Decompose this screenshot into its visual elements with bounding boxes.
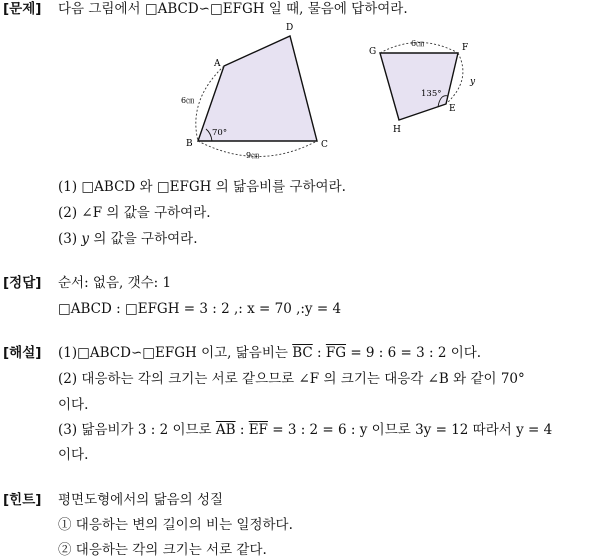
explanation-line-2: (2) 대응하는 각의 크기는 서로 같으므로 ∠F 의 크기는 대응각 ∠B 와 같이 70° [58, 371, 525, 387]
similar-quadrilaterals-figure [0, 0, 592, 170]
hint-line-1: 평면도형에서의 닮음의 성질 [58, 492, 224, 508]
label-f: F [462, 43, 469, 53]
explanation-tag: [해설] [3, 345, 42, 361]
question-2: (2) ∠F 의 값을 구하여라. [58, 205, 211, 221]
hint-line-2: ① 대응하는 변의 길이의 비는 일정하다. [58, 517, 293, 533]
answer-tag: [정답] [3, 275, 42, 291]
label-angle-b: 70° [212, 128, 228, 138]
label-bc-length: 9㎝ [246, 151, 260, 160]
question-3: (3) y 의 값을 구하여라. [58, 231, 198, 247]
explanation-line-5: 이다. [58, 447, 89, 463]
hint-tag: [힌트] [3, 492, 42, 508]
label-d: D [286, 23, 294, 33]
label-b: B [186, 139, 193, 149]
label-angle-e: 135° [421, 89, 442, 99]
label-h: H [393, 125, 401, 135]
label-c: C [321, 140, 328, 150]
label-a: A [214, 59, 221, 69]
explanation-line-4: (3) 닮음비가 3 : 2 이므로 $\overline{AB}$ : $\overline{EF} = 3$ : 2 = 6 : y 이므로 3y = 12 따라서 y = 4 [58, 422, 553, 438]
problem-tag: [문제] [3, 1, 42, 17]
label-ab-length: 6㎝ [181, 96, 195, 105]
label-e: E [449, 104, 456, 114]
quadrilateral-abcd [198, 36, 317, 141]
explanation-line-1: (1)□ABCD∽□EFGH 이고, 닮음비는 $\overline{BC}$ : $\overline{FG} = 9$ : 6 = 3 : 2 이다. [58, 345, 482, 361]
problem-stem: 다음 그림에서 □ABCD∽□EFGH 일 때, 물음에 답하여라. [58, 1, 408, 17]
label-g: G [369, 47, 377, 57]
question-1: (1) □ABCD 와 □EFGH 의 닮음비를 구하여라. [58, 179, 346, 195]
label-ef-variable: y [470, 77, 476, 87]
explanation-line-3: 이다. [58, 397, 89, 413]
label-gf-length: 6㎝ [411, 39, 425, 48]
quadrilateral-efgh [380, 53, 458, 120]
hint-line-3: ② 대응하는 각의 크기는 서로 같다. [58, 542, 267, 558]
answer-line-2: □ABCD : □EFGH = 3 : 2 ,: x = 70 ,:y = 4 [58, 301, 342, 317]
answer-line-1: 순서: 없음, 갯수: 1 [58, 275, 172, 291]
